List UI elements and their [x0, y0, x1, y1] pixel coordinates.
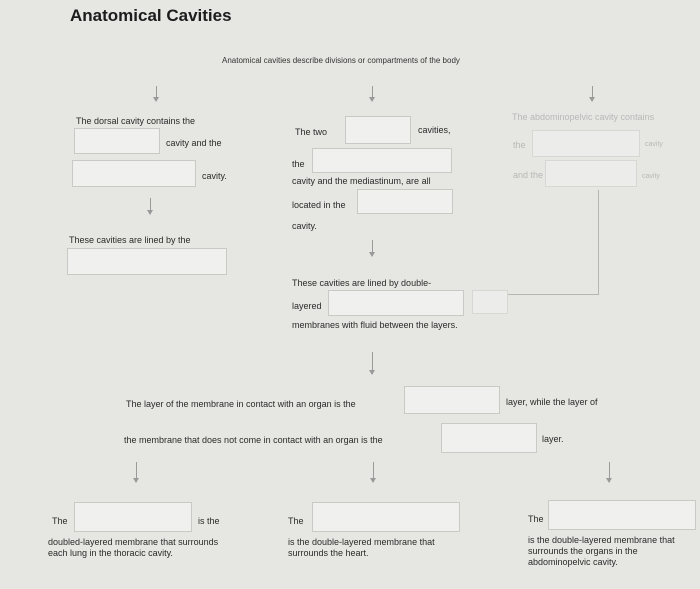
abdomino-lining-input[interactable] [472, 290, 508, 314]
parietal-layer-input[interactable] [441, 423, 537, 453]
pericardium-description: is the double-layered membrane that surrounds the heart. [288, 537, 435, 558]
pleura-is-the-text: is the [198, 516, 220, 526]
connector-line [598, 190, 599, 295]
membrane-line-1: The layer of the membrane in contact with an organ is the [126, 399, 356, 409]
arrow-down-icon [372, 86, 373, 101]
thoracic-layered-text: layered [292, 301, 322, 311]
dorsal-text-1: The dorsal cavity contains the [76, 116, 196, 126]
visceral-layer-input[interactable] [404, 386, 500, 414]
thoracic-cavity-input[interactable] [312, 148, 452, 173]
page-title: Anatomical Cavities [70, 6, 232, 25]
thoracic-the-two-text: The two [295, 127, 328, 137]
pleura-description: doubled-layered membrane that surrounds each lung in the thoracic cavity. [48, 537, 219, 558]
thoracic-cavities-text: cavities, [418, 125, 451, 135]
thoracic-cavities-input[interactable] [345, 116, 411, 144]
abdomino-contains-text: The abdominopelvic cavity contains [512, 112, 655, 122]
membrane-line-2: the membrane that does not come in contact with an organ is the [124, 435, 383, 445]
dorsal-text-2: cavity and the [166, 138, 222, 148]
pericardium-input[interactable] [312, 502, 460, 532]
abdomino-cavity-text-2: cavity [642, 173, 660, 180]
arrow-down-icon [372, 240, 373, 256]
thoracic-the-text: the [292, 159, 305, 169]
thoracic-located-text: located in the [292, 200, 346, 210]
dorsal-cavity-input-1[interactable] [74, 128, 160, 154]
arrow-down-icon [373, 462, 374, 482]
arrow-down-icon [592, 86, 593, 101]
thoracic-location-input[interactable] [357, 189, 453, 214]
abdomino-the-text: the [513, 140, 526, 150]
pleura-input[interactable] [74, 502, 192, 532]
arrow-down-icon [150, 198, 151, 214]
abdomino-and-the-text: and the [513, 170, 544, 180]
membrane-line-1-post: layer, while the layer of [506, 397, 598, 407]
arrow-down-icon [372, 352, 373, 374]
thoracic-lined-text: These cavities are lined by double- [292, 278, 432, 288]
dorsal-cavity-input-2[interactable] [72, 160, 196, 187]
abdomino-cavity-text: cavity [645, 141, 663, 148]
page-subtitle: Anatomical cavities describe divisions or compartments of the body [222, 56, 460, 65]
peritoneum-the-text: The [528, 514, 544, 524]
peritoneum-input[interactable] [548, 500, 696, 530]
dorsal-lining-input[interactable] [67, 248, 227, 275]
peritoneum-description: is the double-layered membrane that surrounds the organs in the abdominopelvic cavity. [528, 535, 675, 567]
thoracic-cavity-text: cavity. [292, 221, 317, 231]
arrow-down-icon [156, 86, 157, 101]
dorsal-lined-by-text: These cavities are lined by the [69, 235, 191, 245]
arrow-down-icon [609, 462, 610, 482]
thoracic-mediastinum-text: cavity and the mediastinum, are all [292, 176, 431, 186]
pericardium-the-text: The [288, 516, 304, 526]
pleura-the-text: The [52, 516, 68, 526]
arrow-down-icon [136, 462, 137, 482]
dorsal-text-3: cavity. [202, 171, 227, 181]
thoracic-membranes-text: membranes with fluid between the layers. [292, 320, 458, 330]
abdomino-input-2[interactable] [545, 160, 637, 187]
membrane-line-2-post: layer. [542, 434, 564, 444]
abdomino-input-1[interactable] [532, 130, 640, 157]
thoracic-membrane-input[interactable] [328, 290, 464, 316]
